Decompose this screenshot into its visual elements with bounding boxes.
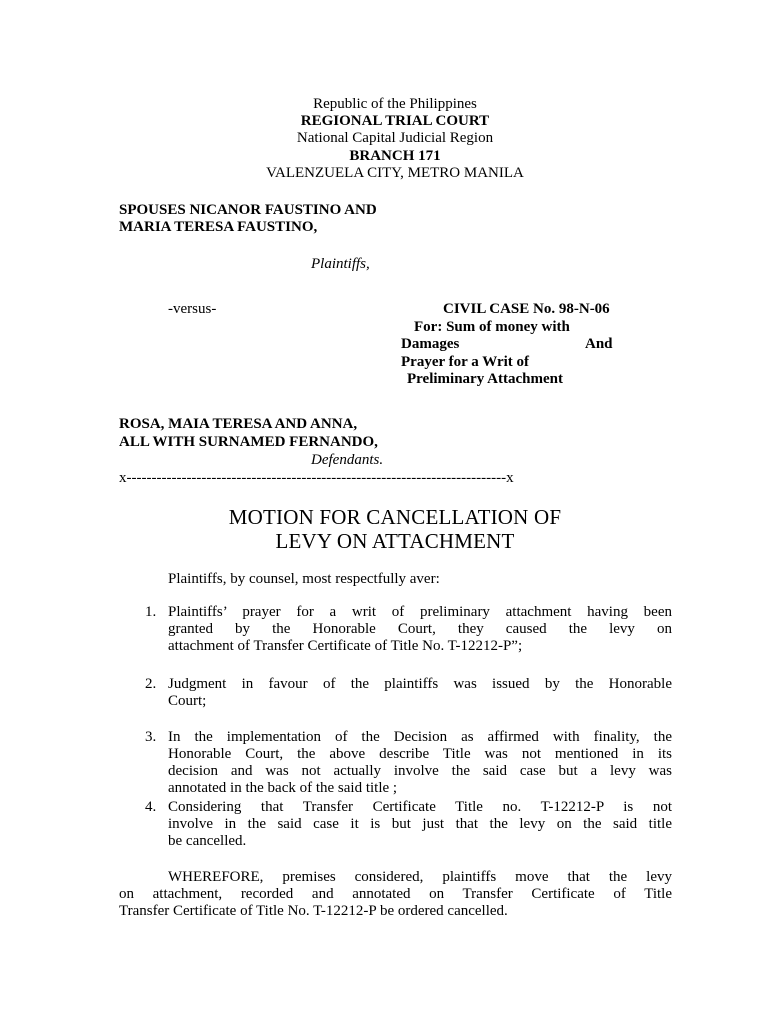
defendants-label: Defendants. (311, 452, 384, 468)
caption-separator: x----------------------------------------------------------------------------x (119, 470, 514, 486)
motion-title-line1: MOTION FOR CANCELLATION OF (228, 505, 562, 529)
item-number: 2. (145, 676, 157, 692)
list-item (168, 799, 672, 850)
republic-heading: Republic of the Philippines (313, 96, 477, 112)
item-line: granted by the Honorable Court, they caused the levy on (168, 621, 672, 637)
list-item (168, 676, 672, 710)
case-nature-line2a: Damages (401, 336, 460, 352)
case-nature-line2b: And (585, 336, 613, 352)
intro-paragraph: Plaintiffs, by counsel, most respectfully aver: (168, 571, 440, 587)
case-nature-line3: Prayer for a Writ of (401, 354, 530, 370)
wherefore-paragraph (119, 869, 672, 920)
item-line: decision and was not actually involve the said case but a levy was (168, 763, 672, 779)
plaintiffs-name-line2: MARIA TERESA FAUSTINO, (119, 219, 318, 235)
item-line: Considering that Transfer Certificate Title no. T-12212-P is not (168, 799, 672, 815)
wherefore-line: WHEREFORE, premises considered, plaintiffs move that the levy (168, 869, 672, 885)
item-line: Judgment in favour of the plaintiffs was issued by the Honorable (168, 676, 672, 692)
plaintiffs-label: Plaintiffs, (311, 256, 370, 272)
wherefore-line: Transfer Certificate of Title No. T-12212-P be ordered cancelled. (119, 903, 508, 919)
item-line: be cancelled. (168, 833, 247, 849)
list-item (168, 604, 672, 655)
case-number: CIVIL CASE No. 98-N-06 (443, 301, 610, 317)
item-line: Plaintiffs’ prayer for a writ of preliminary attachment having been (168, 604, 672, 620)
region-heading: National Capital Judicial Region (296, 130, 494, 146)
court-heading: REGIONAL TRIAL COURT (300, 113, 490, 129)
list-item (168, 729, 672, 797)
motion-title-line2: LEVY ON ATTACHMENT (275, 529, 515, 553)
item-line: attachment of Transfer Certificate of Title No. T-12212-P”; (168, 638, 523, 654)
case-nature-line4: Preliminary Attachment (407, 371, 563, 387)
item-line: In the implementation of the Decision as affirmed with finality, the (168, 729, 672, 745)
versus-label: -versus- (168, 301, 217, 317)
case-nature-line1: For: Sum of money with (414, 319, 570, 335)
item-line: Court; (168, 693, 207, 709)
branch-heading: BRANCH 171 (349, 148, 441, 164)
item-line: Honorable Court, the above describe Title was not mentioned in its (168, 746, 672, 762)
item-number: 1. (145, 604, 157, 620)
defendants-name-line2: ALL WITH SURNAMED FERNANDO, (119, 434, 378, 450)
plaintiffs-name-line1: SPOUSES NICANOR FAUSTINO AND (119, 202, 377, 218)
city-heading: VALENZUELA CITY, METRO MANILA (266, 165, 524, 181)
item-line: involve in the said case it is but just that the levy on the said title (168, 816, 672, 832)
wherefore-line: on attachment, recorded and annotated on Transfer Certificate of Title (119, 886, 672, 902)
item-number: 4. (145, 799, 157, 815)
defendants-name-line1: ROSA, MAIA TERESA AND ANNA, (119, 416, 358, 432)
item-number: 3. (145, 729, 157, 745)
item-line: annotated in the back of the said title ; (168, 780, 398, 796)
